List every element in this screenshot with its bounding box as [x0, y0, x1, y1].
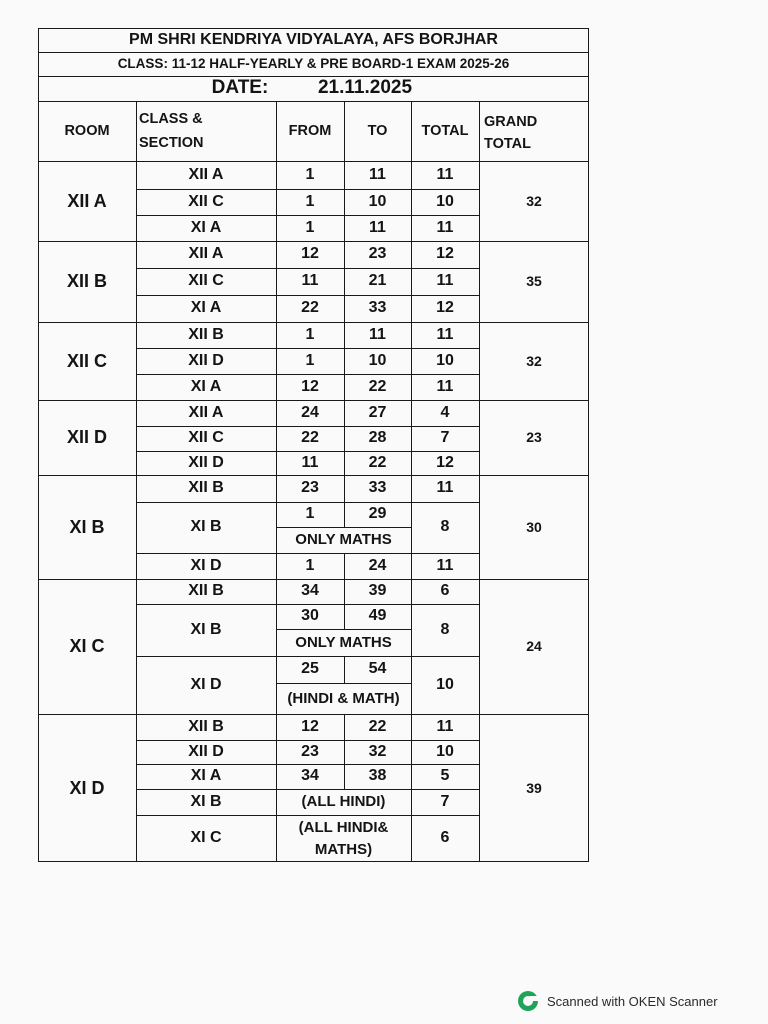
class-section-cell: XI A — [190, 299, 222, 317]
room-name: XI C — [69, 636, 105, 657]
to-cell: 22 — [368, 377, 387, 395]
to-cell: 29 — [368, 505, 387, 523]
from-cell: 1 — [305, 192, 315, 210]
to-cell: 11 — [369, 166, 386, 184]
date-label: DATE: — [211, 77, 269, 99]
column-header-to: TO — [367, 122, 388, 139]
grid-line — [344, 101, 345, 162]
room-name: XII D — [66, 427, 107, 448]
class-section-cell: XII A — [188, 245, 224, 263]
room-name: XI D — [69, 777, 105, 798]
class-section-cell: XI C — [190, 829, 222, 847]
from-cell: 23 — [301, 742, 319, 760]
room-name: XI B — [69, 516, 105, 537]
grid-line — [38, 101, 589, 102]
from-cell: 1 — [305, 505, 315, 523]
total-cell: 10 — [436, 192, 454, 210]
from-cell: 1 — [305, 166, 315, 184]
to-cell: 10 — [368, 192, 387, 210]
exam-title: CLASS: 11-12 HALF-YEARLY & PRE BOARD-1 EXAM 2025-26 — [117, 56, 510, 72]
class-section-cell: XII B — [188, 479, 224, 497]
total-cell: 11 — [436, 717, 454, 735]
total-cell: 10 — [436, 742, 454, 760]
column-header-class-section-line2: SECTION — [139, 134, 204, 151]
to-cell: 49 — [368, 607, 387, 625]
from-cell: 22 — [301, 429, 319, 447]
class-section-cell: XI B — [190, 620, 222, 638]
total-cell: 12 — [436, 299, 454, 317]
grand-total: 32 — [526, 352, 542, 369]
from-cell: 22 — [301, 299, 319, 317]
from-cell: 25 — [301, 660, 319, 678]
total-cell: 11 — [436, 377, 454, 395]
from-cell: 34 — [301, 767, 319, 785]
to-cell: 21 — [368, 272, 387, 290]
from-cell: 1 — [305, 556, 315, 574]
subject-note: ONLY MATHS — [295, 531, 392, 549]
total-cell: 11 — [436, 325, 454, 343]
total-cell: 11 — [436, 166, 454, 184]
class-section-cell: XII D — [188, 351, 224, 369]
class-section-cell: XII C — [188, 192, 224, 210]
oken-scanner-logo-icon — [517, 990, 539, 1012]
from-cell: 24 — [301, 403, 319, 421]
to-cell: 39 — [368, 582, 387, 600]
class-section-cell: XII B — [188, 325, 224, 343]
total-cell: 12 — [436, 453, 454, 471]
class-section-cell: XII B — [188, 717, 224, 735]
total-cell: 7 — [440, 429, 450, 447]
subject-note: (HINDI & MATH) — [287, 689, 400, 707]
from-cell: 1 — [305, 325, 315, 343]
from-cell: 11 — [301, 272, 319, 290]
to-cell: 24 — [368, 556, 387, 574]
grand-total: 32 — [526, 193, 542, 210]
to-cell: 11 — [369, 218, 386, 236]
scanner-watermark — [517, 990, 718, 1012]
to-cell: 11 — [369, 325, 386, 343]
grid-line — [38, 76, 589, 77]
room-name: XII A — [67, 191, 107, 212]
class-section-cell: XI A — [190, 218, 222, 236]
column-header-grand-line2: TOTAL — [484, 135, 531, 152]
to-cell: 10 — [368, 351, 387, 369]
to-cell: 33 — [368, 299, 387, 317]
total-cell: 6 — [440, 582, 450, 600]
room-name: XII B — [66, 271, 107, 292]
total-cell: 10 — [436, 351, 454, 369]
class-section-cell: XI A — [190, 767, 222, 785]
total-cell: 11 — [436, 218, 454, 236]
class-section-cell: XII D — [188, 453, 224, 471]
scanner-watermark-text: Scanned with OKEN Scanner — [547, 993, 718, 1009]
column-header-grand-line1: GRAND — [484, 113, 538, 130]
subject-note: ONLY MATHS — [295, 633, 392, 651]
class-section-cell: XII A — [188, 166, 224, 184]
to-cell: 22 — [368, 453, 387, 471]
range-note: (ALL HINDI) — [301, 793, 386, 811]
class-section-cell: XI B — [190, 792, 222, 810]
class-section-cell: XII B — [188, 582, 224, 600]
total-cell: 5 — [440, 767, 450, 785]
exam-date: 21.11.2025 — [317, 77, 413, 99]
grand-total: 23 — [526, 429, 542, 446]
total-cell: 11 — [436, 479, 454, 497]
class-section-cell: XI B — [190, 518, 222, 536]
to-cell: 38 — [368, 767, 387, 785]
range-note-line2: MATHS) — [314, 840, 373, 858]
class-section-cell: XII C — [188, 429, 224, 447]
class-section-cell: XI D — [190, 675, 222, 693]
to-cell: 22 — [368, 717, 387, 735]
class-section-cell: XII D — [188, 742, 224, 760]
from-cell: 12 — [301, 717, 319, 735]
total-cell: 4 — [440, 403, 450, 421]
to-cell: 23 — [368, 245, 387, 263]
grand-total: 35 — [526, 273, 542, 290]
column-header-room: ROOM — [64, 122, 110, 139]
class-section-cell: XII A — [188, 403, 224, 421]
room-name: XII C — [66, 350, 107, 371]
from-cell: 34 — [301, 582, 319, 600]
grand-total: 30 — [526, 518, 542, 535]
column-header-from: FROM — [288, 122, 332, 139]
total-cell: 10 — [436, 675, 454, 693]
column-header-total: TOTAL — [421, 122, 469, 139]
from-cell: 12 — [301, 245, 319, 263]
class-section-cell: XI A — [190, 377, 222, 395]
range-note-line1: (ALL HINDI& — [298, 819, 389, 837]
total-cell: 7 — [440, 792, 450, 810]
from-cell: 11 — [301, 453, 319, 471]
to-cell: 27 — [368, 403, 387, 421]
from-cell: 1 — [305, 218, 315, 236]
to-cell: 54 — [368, 660, 387, 678]
grand-total: 24 — [526, 638, 542, 655]
total-cell: 11 — [436, 272, 454, 290]
total-cell: 12 — [436, 245, 454, 263]
from-cell: 12 — [301, 377, 319, 395]
from-cell: 23 — [301, 479, 319, 497]
total-cell: 11 — [436, 556, 454, 574]
school-title: PM SHRI KENDRIYA VIDYALAYA, AFS BORJHAR — [129, 30, 498, 48]
from-cell: 1 — [305, 351, 315, 369]
grand-total: 39 — [526, 779, 542, 796]
to-cell: 28 — [368, 429, 387, 447]
total-cell: 8 — [440, 620, 450, 638]
column-header-class-section-line1: CLASS & — [139, 110, 203, 127]
total-cell: 6 — [440, 829, 450, 847]
class-section-cell: XI D — [190, 556, 222, 574]
to-cell: 33 — [368, 479, 387, 497]
to-cell: 32 — [368, 742, 387, 760]
grid-line — [38, 52, 589, 53]
total-cell: 8 — [440, 518, 450, 536]
from-cell: 30 — [301, 607, 319, 625]
class-section-cell: XII C — [188, 272, 224, 290]
